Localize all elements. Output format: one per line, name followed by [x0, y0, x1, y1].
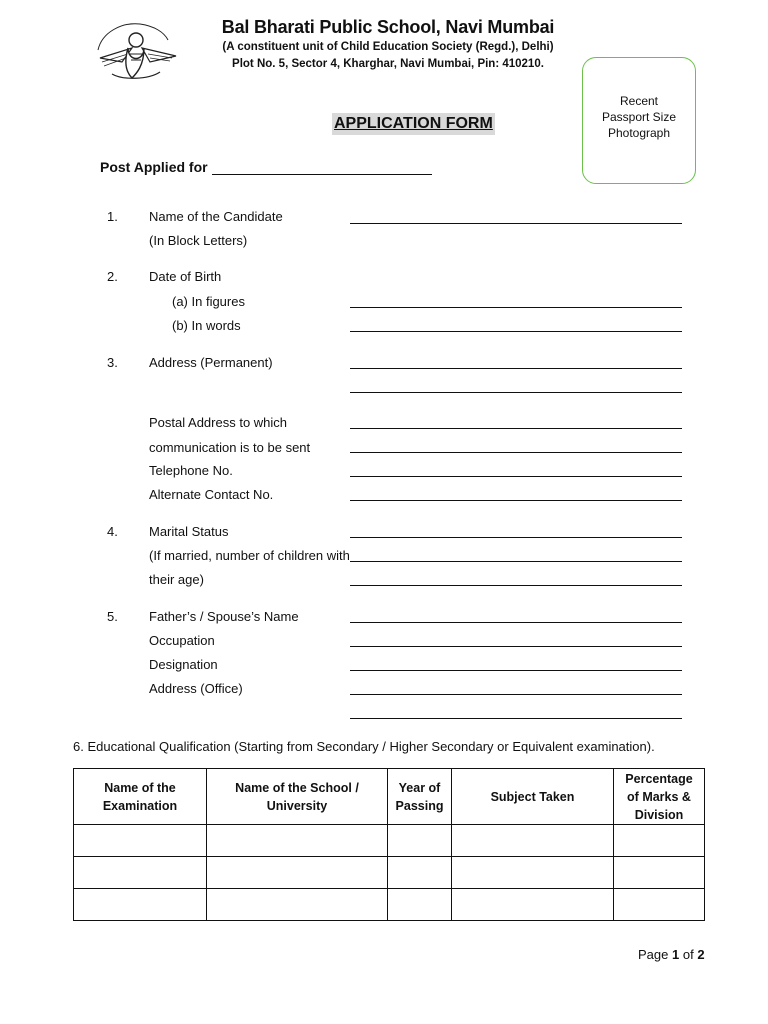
col-percentage-line-1: Percentage — [625, 771, 693, 786]
children-blank-1[interactable] — [350, 561, 682, 562]
table-cell[interactable] — [207, 857, 388, 889]
col-percentage — [614, 769, 705, 825]
table-cell[interactable] — [614, 889, 705, 921]
col-year-of-passing — [388, 769, 452, 825]
telephone-blank[interactable] — [350, 476, 682, 477]
dob-label: Date of Birth — [149, 269, 222, 284]
col-subject-taken: Subject Taken — [452, 769, 614, 825]
item-4-number: 4. — [107, 524, 118, 539]
table-row — [74, 889, 705, 921]
table-cell[interactable] — [74, 825, 207, 857]
postal-address-blank-1[interactable] — [350, 428, 682, 429]
education-header-row — [74, 769, 705, 825]
occupation-label: Occupation — [149, 633, 215, 648]
dob-words-blank[interactable] — [350, 331, 682, 332]
photo-line-3: Photograph — [607, 126, 671, 140]
item-5-number: 5. — [107, 609, 118, 624]
education-table — [73, 768, 705, 921]
table-cell[interactable] — [452, 889, 614, 921]
candidate-name-blank[interactable] — [350, 223, 682, 224]
office-address-blank-2[interactable] — [350, 718, 682, 719]
col-examination-line-1: Name of the — [104, 780, 176, 795]
col-examination — [74, 769, 207, 825]
col-year-line-1: Year of — [398, 780, 441, 795]
page-word: Page — [638, 947, 669, 962]
item-2-number: 2. — [107, 269, 118, 284]
father-spouse-name-blank[interactable] — [350, 622, 682, 623]
candidate-name-label: Name of the Candidate — [149, 209, 283, 224]
photo-line-2: Passport Size — [601, 110, 677, 124]
col-school-line-1: Name of the School / — [235, 780, 359, 795]
table-cell[interactable] — [614, 825, 705, 857]
page-number — [638, 947, 705, 962]
permanent-address-blank-1[interactable] — [350, 368, 682, 369]
page-of: of — [682, 947, 694, 962]
photo-line-1: Recent — [619, 94, 659, 108]
table-cell[interactable] — [388, 825, 452, 857]
block-letters-note: (In Block Letters) — [149, 233, 248, 248]
dob-figures-label: (a) In figures — [172, 294, 245, 309]
col-year-line-2: Passing — [395, 798, 444, 813]
office-address-label: Address (Office) — [149, 681, 243, 696]
office-address-blank-1[interactable] — [350, 694, 682, 695]
school-name: Bal Bharati Public School, Navi Mumbai — [221, 17, 555, 37]
children-blank-2[interactable] — [350, 585, 682, 586]
postal-address-label-1: Postal Address to which — [149, 415, 288, 430]
table-cell[interactable] — [388, 889, 452, 921]
col-percentage-line-2: of Marks & — [627, 789, 691, 804]
item-3-number: 3. — [107, 355, 118, 370]
children-note-2: their age) — [149, 572, 204, 587]
item-1-number: 1. — [107, 209, 118, 224]
page-total: 2 — [697, 947, 705, 962]
form-title: APPLICATION FORM — [332, 113, 495, 135]
page-current: 1 — [672, 947, 680, 962]
post-applied-label: Post Applied for — [100, 159, 208, 175]
father-spouse-name-label: Father’s / Spouse’s Name — [149, 609, 299, 624]
school-logo — [92, 18, 180, 84]
table-cell[interactable] — [207, 889, 388, 921]
postal-address-label-2: communication is to be sent — [149, 440, 311, 455]
col-school-university — [207, 769, 388, 825]
post-applied-blank[interactable] — [212, 174, 432, 175]
telephone-label: Telephone No. — [149, 463, 233, 478]
designation-blank[interactable] — [350, 670, 682, 671]
col-examination-line-2: Examination — [102, 798, 178, 813]
occupation-blank[interactable] — [350, 646, 682, 647]
marital-status-label: Marital Status — [149, 524, 229, 539]
table-cell[interactable] — [207, 825, 388, 857]
table-cell[interactable] — [74, 857, 207, 889]
col-school-line-2: University — [266, 798, 328, 813]
designation-label: Designation — [149, 657, 218, 672]
table-row — [74, 857, 705, 889]
table-cell[interactable] — [452, 857, 614, 889]
col-percentage-line-3: Division — [634, 807, 684, 822]
alternate-contact-blank[interactable] — [350, 500, 682, 501]
marital-status-blank[interactable] — [350, 537, 682, 538]
table-cell[interactable] — [388, 857, 452, 889]
permanent-address-label: Address (Permanent) — [149, 355, 273, 370]
school-address: Plot No. 5, Sector 4, Kharghar, Navi Mumbai, Pin: 410210. — [232, 58, 544, 70]
table-cell[interactable] — [452, 825, 614, 857]
table-row — [74, 825, 705, 857]
school-affiliation: (A constituent unit of Child Education Society (Regd.), Delhi) — [222, 41, 554, 53]
dob-words-label: (b) In words — [172, 318, 241, 333]
education-title: 6. Educational Qualification (Starting from Secondary / Higher Secondary or Equivalent examination). — [73, 739, 655, 754]
dob-figures-blank[interactable] — [350, 307, 682, 308]
children-note-1: (If married, number of children with — [149, 548, 350, 563]
alternate-contact-label: Alternate Contact No. — [149, 487, 274, 502]
table-cell[interactable] — [614, 857, 705, 889]
permanent-address-blank-2[interactable] — [350, 392, 682, 393]
postal-address-blank-2[interactable] — [350, 452, 682, 453]
photograph-box — [582, 57, 696, 184]
table-cell[interactable] — [74, 889, 207, 921]
